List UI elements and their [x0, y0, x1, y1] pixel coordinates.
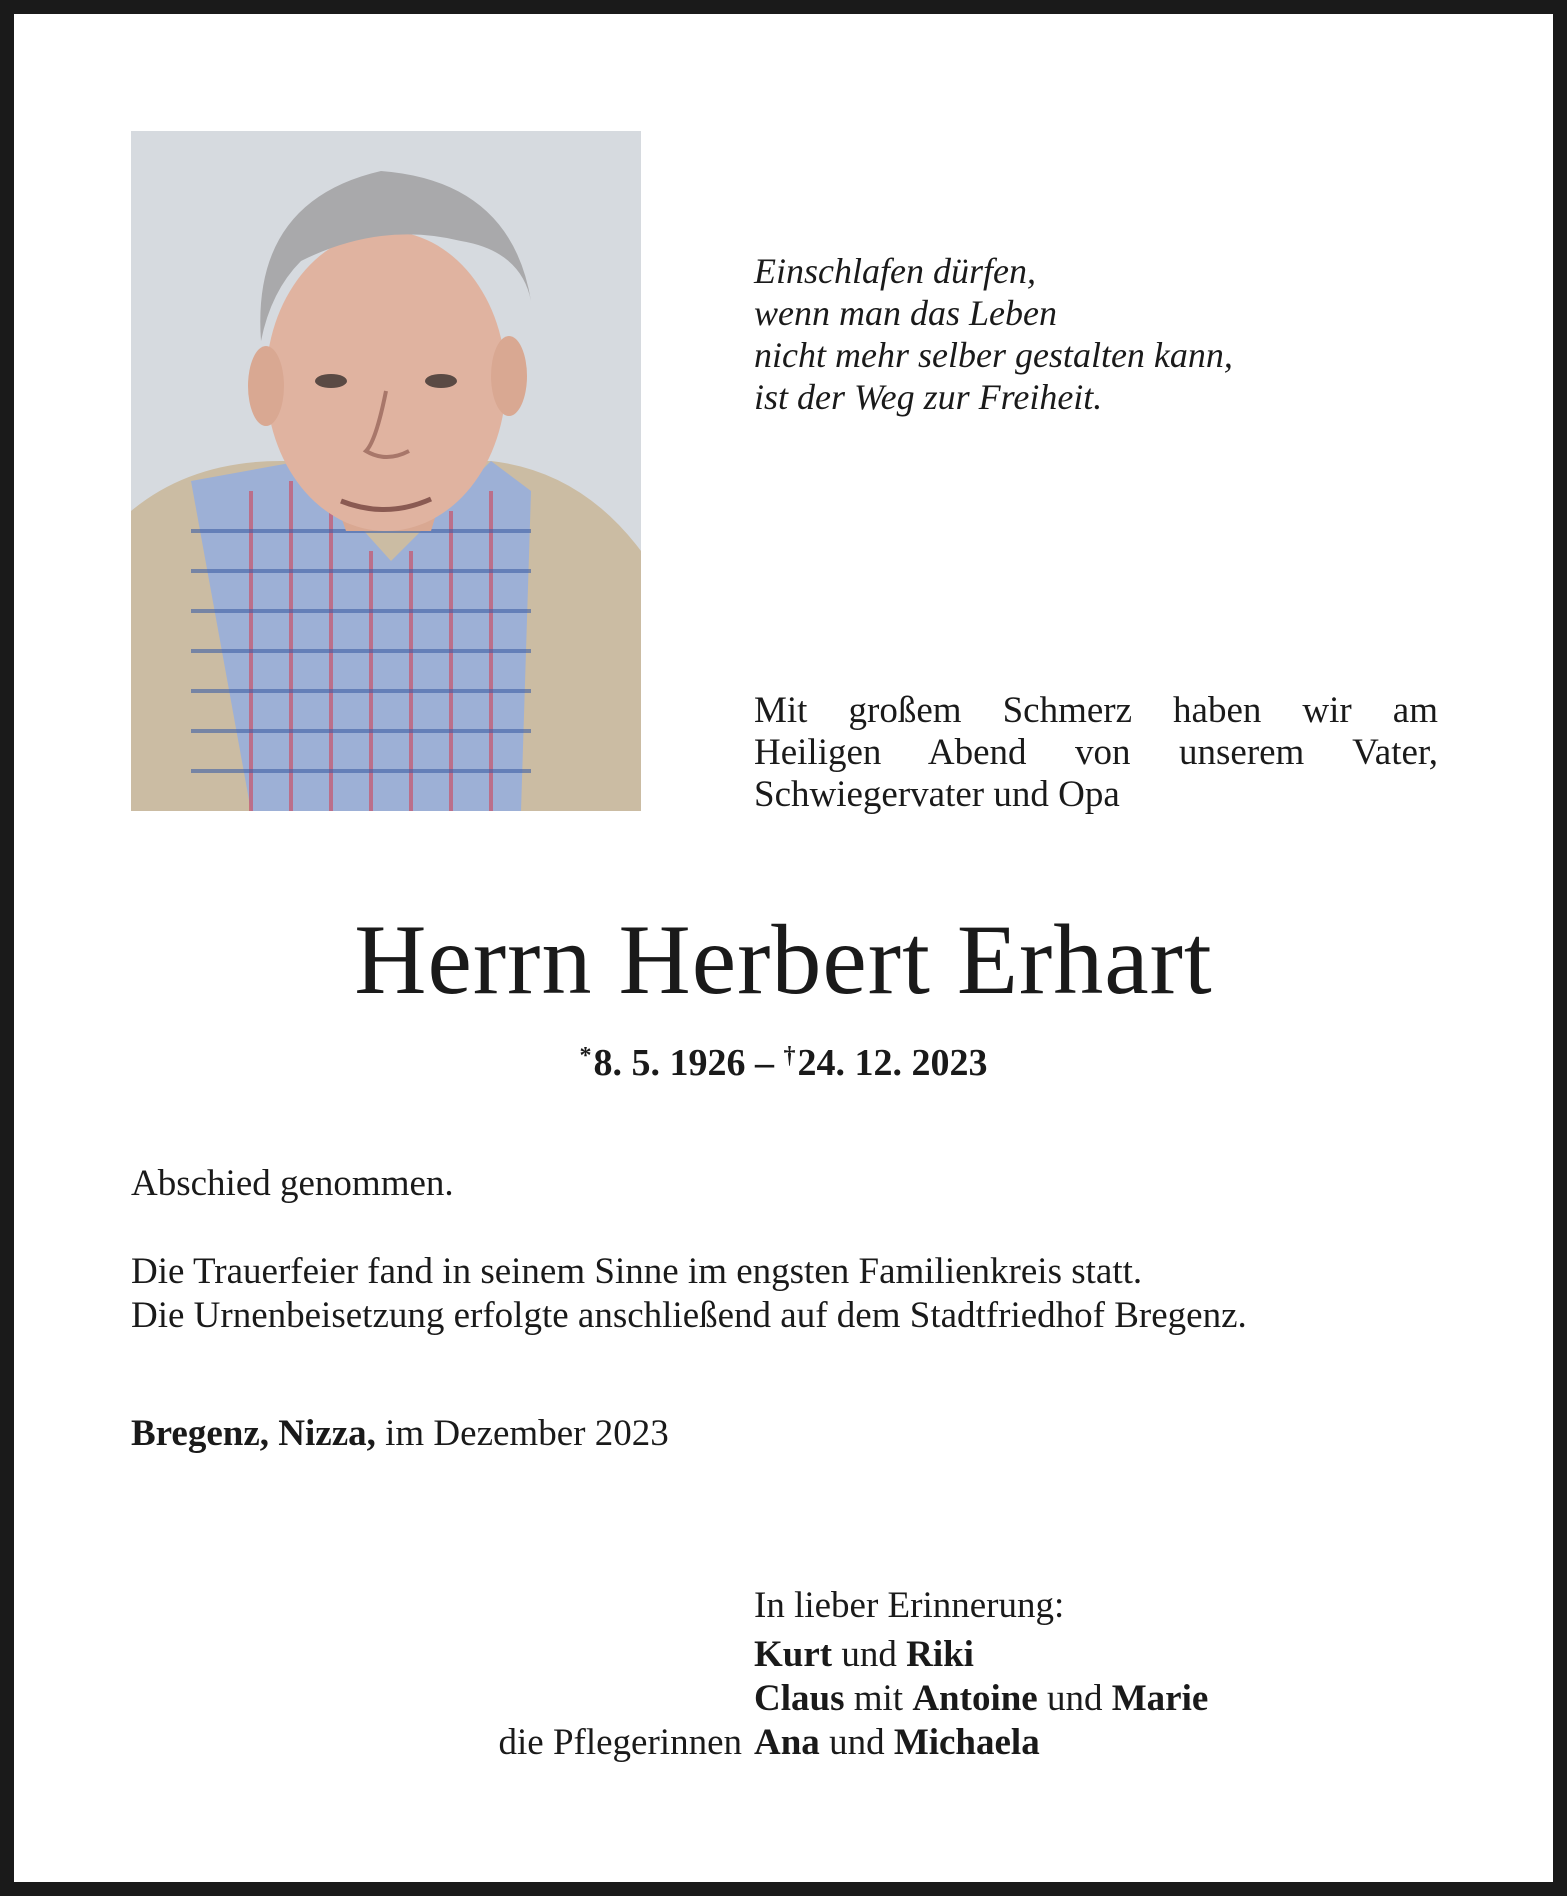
- signer-name: Michaela: [893, 1722, 1040, 1763]
- quote-line: ist der Weg zur Freiheit.: [754, 377, 1103, 417]
- farewell-text: Abschied genommen.: [131, 1163, 454, 1204]
- remembrance-heading: In lieber Erinnerung:: [754, 1585, 1065, 1626]
- portrait-photo: [131, 131, 641, 811]
- announcement-intro: [754, 690, 1438, 816]
- birth-date: 8. 5. 1926: [593, 1042, 746, 1084]
- signature-line: [754, 1677, 1454, 1721]
- birth-symbol: *: [579, 1043, 592, 1069]
- date-separator: –: [755, 1042, 774, 1084]
- quote-line: wenn man das Leben: [754, 293, 1057, 333]
- burial-text: Die Urnenbeisetzung erfolgte anschließend auf dem Stadtfriedhof Bregenz.: [131, 1295, 1247, 1336]
- date-text: im Dezember 2023: [385, 1413, 669, 1454]
- conjunction: mit: [853, 1678, 904, 1719]
- signer-name: Riki: [906, 1634, 974, 1675]
- conjunction: und: [1046, 1678, 1103, 1719]
- cities: Bregenz, Nizza,: [131, 1413, 376, 1454]
- signer-name: Ana: [754, 1722, 820, 1763]
- quote-line: nicht mehr selber gestalten kann,: [754, 335, 1233, 375]
- deceased-name: Herrn Herbert Erhart: [354, 904, 1213, 1015]
- signer-name: Marie: [1111, 1678, 1209, 1719]
- intro-line: Heiligen Abend von unserem Vater,: [754, 732, 1438, 773]
- life-dates: [0, 1033, 1567, 1086]
- signer-name: Kurt: [754, 1634, 833, 1675]
- place-and-date: [131, 1412, 669, 1456]
- signature-line: [754, 1633, 1454, 1677]
- death-symbol: †: [783, 1043, 796, 1069]
- signer-name: Claus: [754, 1678, 845, 1719]
- intro-line: Schwiegervater und Opa: [754, 774, 1120, 815]
- conjunction: und: [829, 1722, 885, 1763]
- memorial-quote: [754, 250, 1454, 418]
- death-date: 24. 12. 2023: [797, 1042, 988, 1084]
- caregivers-label: die Pflegerinnen: [498, 1722, 742, 1763]
- ceremony-text: Die Trauerfeier fand in seinem Sinne im engsten Familienkreis statt.: [131, 1251, 1143, 1292]
- signature-line: [754, 1721, 1454, 1765]
- signer-name: Antoine: [912, 1678, 1038, 1719]
- quote-line: Einschlafen dürfen,: [754, 251, 1036, 291]
- conjunction: und: [841, 1634, 897, 1675]
- intro-line: Mit großem Schmerz haben wir am: [754, 690, 1438, 731]
